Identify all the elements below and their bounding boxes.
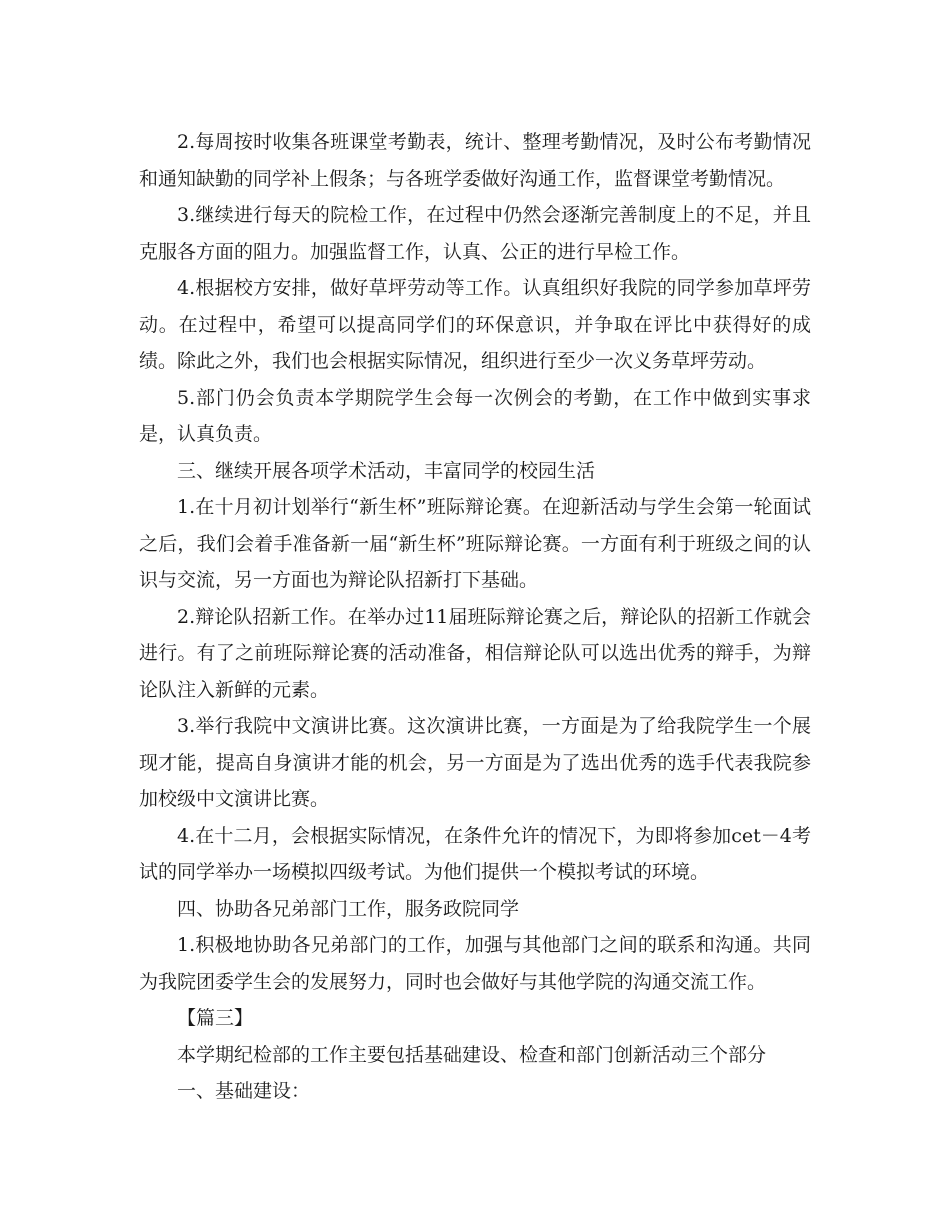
paragraph-lawn-labor: 4.根据校方安排，做好草坪劳动等工作。认真组织好我院的同学参加草坪劳动。在过程中，希望可以提高同学们的环保意识，并争取在评比中获得好的成绩。除此之外，我们也会根据实际情况，组织进行至少一次义务草坪劳动。: [139, 277, 811, 372]
section-heading-foundation: 一、基础建设：: [177, 1080, 311, 1102]
document-body: [139, 124, 811, 1110]
paragraph-debate-recruit: 2.辩论队招新工作。在举办过11届班际辩论赛之后，辩论队的招新工作就会进行。有了之前班际辩论赛的活动准备，相信辩论队可以选出优秀的辩手，为辩论队注入新鲜的元素。: [139, 605, 811, 701]
paragraph-mock-exam: 4.在十二月，会根据实际情况，在条件允许的情况下，为即将参加cet－4考试的同学举办一场模拟四级考试。为他们提供一个模拟考试的环境。: [139, 824, 811, 883]
section-label-part-three: 【篇三】: [177, 1007, 254, 1029]
paragraph-attendance-tally: 2.每周按时收集各班课堂考勤表，统计、整理考勤情况，及时公布考勤情况和通知缺勤的同学补上假条；与各班学委做好沟通工作，监督课堂考勤情况。: [139, 131, 811, 190]
section-heading-academic: 三、继续开展各项学术活动，丰富同学的校园生活: [177, 459, 596, 482]
paragraph-speech-contest: 3.举行我院中文演讲比赛。这次演讲比赛，一方面是为了给我院学生一个展现才能，提高自身演讲才能的机会，另一方面是为了选出优秀的选手代表我院参加校级中文演讲比赛。: [139, 715, 811, 810]
section-heading-assist: 四、协助各兄弟部门工作，服务政院同学: [177, 897, 520, 920]
paragraph-daily-inspection: 3.继续进行每天的院检工作，在过程中仍然会逐渐完善制度上的不足，并且克服各方面的阻力。加强监督工作，认真、公正的进行早检工作。: [139, 204, 811, 263]
paragraph-debate-contest: 1.在十月初计划举行“新生杯”班际辩论赛。在迎新活动与学生会第一轮面试之后，我们会着手准备新一届“新生杯”班际辩论赛。一方面有利于班级之间的认识与交流，另一方面也为辩论队招新打下基础。: [139, 496, 811, 591]
paragraph-semester-overview: 本学期纪检部的工作主要包括基础建设、检查和部门创新活动三个部分: [177, 1043, 767, 1066]
paragraph-assist-departments: 1.积极地协助各兄弟部门的工作，加强与其他部门之间的联系和沟通。共同为我院团委学生会的发展努力，同时也会做好与其他学院的沟通交流工作。: [139, 934, 811, 993]
paragraph-meeting-attendance: 5.部门仍会负责本学期院学生会每一次例会的考勤，在工作中做到实事求是，认真负责。: [139, 386, 811, 445]
